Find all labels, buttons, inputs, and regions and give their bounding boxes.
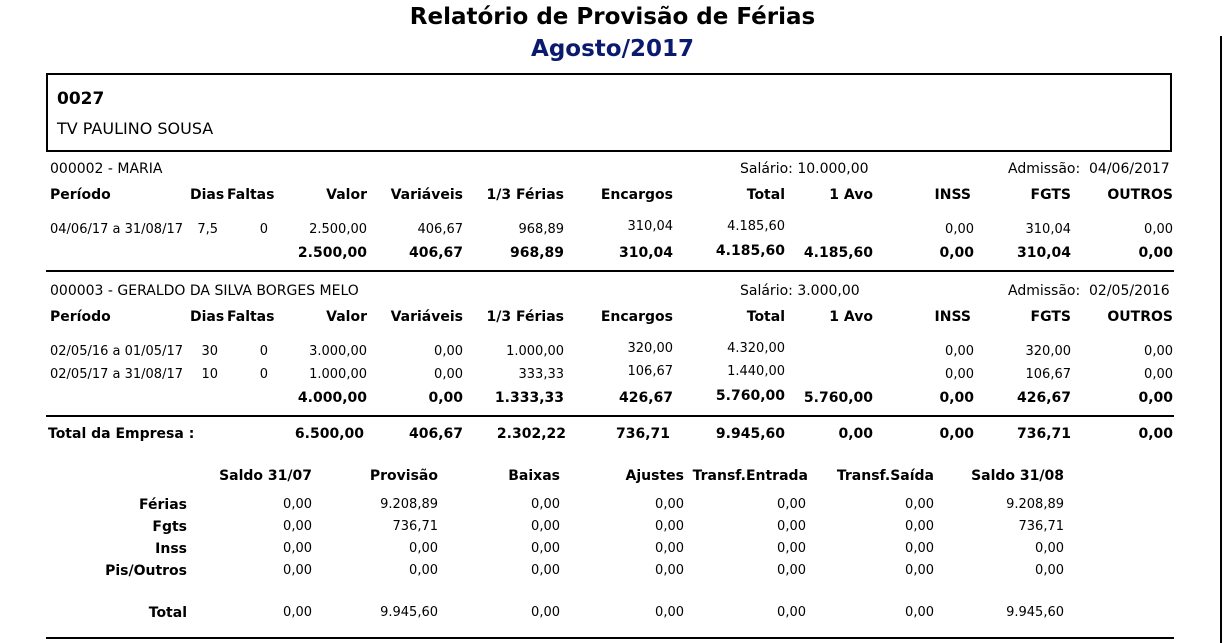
report-title: Relatório de Provisão de Férias: [409, 4, 816, 30]
company-total-total: 9.945,60: [715, 426, 785, 442]
company-name: TV PAULINO SOUSA: [57, 119, 214, 138]
cell-total: 4.185,60: [727, 219, 785, 234]
employee-header: 000002 - MARIA: [50, 161, 163, 177]
report-period: Agosto/2017: [531, 36, 694, 62]
col-faltas: Faltas: [227, 187, 275, 203]
col-valor: Valor: [326, 309, 367, 325]
company-total-valor: 6.500,00: [294, 426, 364, 442]
summary-cell: 0,00: [905, 541, 934, 556]
cell-variaveis: 0,00: [434, 367, 463, 382]
summary-cell: 0,00: [777, 497, 806, 512]
cell-faltas: 0: [259, 367, 268, 382]
col-periodo: Período: [50, 309, 111, 325]
summary-total-cell: 0,00: [531, 605, 560, 620]
cell-fgts: 310,04: [1025, 222, 1071, 237]
company-total-fgts: 736,71: [1016, 426, 1071, 442]
summary-row-label: Férias: [139, 497, 187, 513]
cell-terco-ferias: 333,33: [518, 367, 564, 382]
summary-cell: 0,00: [655, 563, 684, 578]
summary-cell: 0,00: [531, 519, 560, 534]
summary-total-cell: 0,00: [283, 605, 312, 620]
company-total-encargos: 736,71: [615, 426, 670, 442]
summary-total-cell: 0,00: [777, 605, 806, 620]
total-fgts: 310,04: [1016, 245, 1071, 261]
summary-col-saldo-final: Saldo 31/08: [971, 468, 1064, 484]
summary-cell: 0,00: [1035, 563, 1064, 578]
bottom-divider: [46, 637, 1174, 639]
cell-faltas: 0: [259, 344, 268, 359]
total-inss: 0,00: [939, 245, 974, 261]
employee-header: 000003 - GERALDO DA SILVA BORGES MELO: [50, 283, 359, 299]
cell-valor: 1.000,00: [309, 367, 367, 382]
summary-cell: 0,00: [531, 541, 560, 556]
col-avo: 1 Avo: [829, 187, 873, 203]
summary-cell: 736,71: [392, 519, 438, 534]
col-outros: OUTROS: [1107, 187, 1173, 203]
cell-encargos: 320,00: [627, 341, 673, 356]
admission-date: 04/06/2017: [1089, 161, 1170, 177]
total-total: 5.760,00: [715, 388, 785, 404]
summary-total-cell: 9.945,60: [380, 605, 438, 620]
total-variaveis: 406,67: [408, 245, 463, 261]
summary-total-cell: 0,00: [905, 605, 934, 620]
cell-fgts: 320,00: [1025, 344, 1071, 359]
cell-dias: 30: [201, 344, 218, 359]
col-outros: OUTROS: [1107, 309, 1173, 325]
company-total-label: Total da Empresa :: [48, 426, 195, 442]
col-inss: INSS: [934, 187, 971, 203]
divider: [46, 270, 1174, 272]
cell-total: 4.320,00: [727, 341, 785, 356]
cell-terco-ferias: 968,89: [518, 222, 564, 237]
total-valor: 2.500,00: [297, 245, 367, 261]
cell-total: 1.440,00: [727, 364, 785, 379]
cell-terco-ferias: 1.000,00: [506, 344, 564, 359]
summary-cell: 0,00: [777, 541, 806, 556]
summary-cell: 0,00: [409, 563, 438, 578]
summary-col-ajustes: Ajustes: [625, 468, 684, 484]
company-box: [46, 73, 1172, 152]
cell-outros: 0,00: [1144, 222, 1173, 237]
cell-periodo: 04/06/17 a 31/08/17: [50, 222, 184, 237]
cell-inss: 0,00: [945, 222, 974, 237]
summary-cell: 736,71: [1018, 519, 1064, 534]
summary-cell: 0,00: [655, 519, 684, 534]
company-code: 0027: [57, 89, 105, 109]
admission-label: Admissão:: [1008, 161, 1081, 177]
summary-cell: 0,00: [655, 497, 684, 512]
summary-cell: 0,00: [777, 563, 806, 578]
summary-col-baixas: Baixas: [508, 468, 560, 484]
cell-variaveis: 406,67: [417, 222, 463, 237]
summary-cell: 0,00: [409, 541, 438, 556]
company-total-inss: 0,00: [939, 426, 974, 442]
company-total-outros: 0,00: [1138, 426, 1173, 442]
cell-inss: 0,00: [945, 344, 974, 359]
cell-variaveis: 0,00: [434, 344, 463, 359]
cell-faltas: 0: [259, 222, 268, 237]
company-total-avo: 0,00: [838, 426, 873, 442]
col-encargos: Encargos: [600, 309, 673, 325]
summary-cell: 0,00: [777, 519, 806, 534]
col-fgts: FGTS: [1030, 187, 1071, 203]
admission-date: 02/05/2016: [1089, 283, 1170, 299]
summary-cell: 0,00: [905, 519, 934, 534]
col-terco-ferias: 1/3 Férias: [486, 309, 564, 325]
total-avo: 5.760,00: [803, 390, 873, 406]
col-inss: INSS: [934, 309, 971, 325]
col-fgts: FGTS: [1030, 309, 1071, 325]
summary-cell: 9.208,89: [1006, 497, 1064, 512]
col-variaveis: Variáveis: [390, 187, 463, 203]
summary-cell: 0,00: [905, 563, 934, 578]
summary-row-label: Pis/Outros: [105, 563, 187, 579]
summary-col-provisao: Provisão: [369, 468, 438, 484]
total-avo: 4.185,60: [803, 245, 873, 261]
col-dias: Dias: [190, 309, 225, 325]
total-outros: 0,00: [1138, 245, 1173, 261]
cell-inss: 0,00: [945, 367, 974, 382]
company-total-variaveis: 406,67: [408, 426, 463, 442]
summary-total-cell: 0,00: [655, 605, 684, 620]
total-encargos: 426,67: [618, 390, 673, 406]
total-fgts: 426,67: [1016, 390, 1071, 406]
col-avo: 1 Avo: [829, 309, 873, 325]
cell-dias: 10: [201, 367, 218, 382]
summary-cell: 0,00: [283, 541, 312, 556]
cell-encargos: 106,67: [627, 364, 673, 379]
cell-encargos: 310,04: [627, 219, 673, 234]
page-edge: [1220, 36, 1222, 643]
col-faltas: Faltas: [227, 309, 275, 325]
summary-cell: 0,00: [283, 519, 312, 534]
total-terco-ferias: 968,89: [509, 245, 564, 261]
total-inss: 0,00: [939, 390, 974, 406]
summary-total-cell: 9.945,60: [1006, 605, 1064, 620]
summary-cell: 0,00: [1035, 541, 1064, 556]
summary-row-label: Fgts: [152, 519, 187, 535]
summary-cell: 0,00: [905, 497, 934, 512]
employee-salary: Salário: 10.000,00: [740, 161, 869, 177]
summary-cell: 0,00: [283, 497, 312, 512]
col-variaveis: Variáveis: [390, 309, 463, 325]
col-total: Total: [746, 187, 785, 203]
cell-valor: 2.500,00: [309, 222, 367, 237]
summary-total-label: Total: [148, 605, 187, 621]
summary-cell: 0,00: [655, 541, 684, 556]
col-valor: Valor: [326, 187, 367, 203]
summary-cell: 0,00: [531, 497, 560, 512]
divider: [46, 415, 1174, 417]
col-encargos: Encargos: [600, 187, 673, 203]
cell-outros: 0,00: [1144, 344, 1173, 359]
employee-salary: Salário: 3.000,00: [740, 283, 860, 299]
total-terco-ferias: 1.333,33: [494, 390, 564, 406]
col-dias: Dias: [190, 187, 225, 203]
cell-fgts: 106,67: [1025, 367, 1071, 382]
cell-outros: 0,00: [1144, 367, 1173, 382]
cell-periodo: 02/05/16 a 01/05/17: [50, 344, 184, 359]
total-variaveis: 0,00: [428, 390, 463, 406]
cell-periodo: 02/05/17 a 31/08/17: [50, 367, 184, 382]
cell-valor: 3.000,00: [309, 344, 367, 359]
total-encargos: 310,04: [618, 245, 673, 261]
col-periodo: Período: [50, 187, 111, 203]
col-total: Total: [746, 309, 785, 325]
summary-col-transf-saida: Transf.Saída: [836, 468, 934, 484]
total-valor: 4.000,00: [297, 390, 367, 406]
cell-dias: 7,5: [197, 222, 218, 237]
total-total: 4.185,60: [715, 243, 785, 259]
summary-row-label: Inss: [155, 541, 187, 557]
summary-cell: 0,00: [531, 563, 560, 578]
total-outros: 0,00: [1138, 390, 1173, 406]
col-terco-ferias: 1/3 Férias: [486, 187, 564, 203]
company-total-terco-ferias: 2.302,22: [496, 426, 566, 442]
summary-col-saldo-inicial: Saldo 31/07: [219, 468, 312, 484]
summary-cell: 9.208,89: [380, 497, 438, 512]
summary-cell: 0,00: [283, 563, 312, 578]
summary-col-transf-entrada: Transf.Entrada: [692, 468, 808, 484]
admission-label: Admissão:: [1008, 283, 1081, 299]
